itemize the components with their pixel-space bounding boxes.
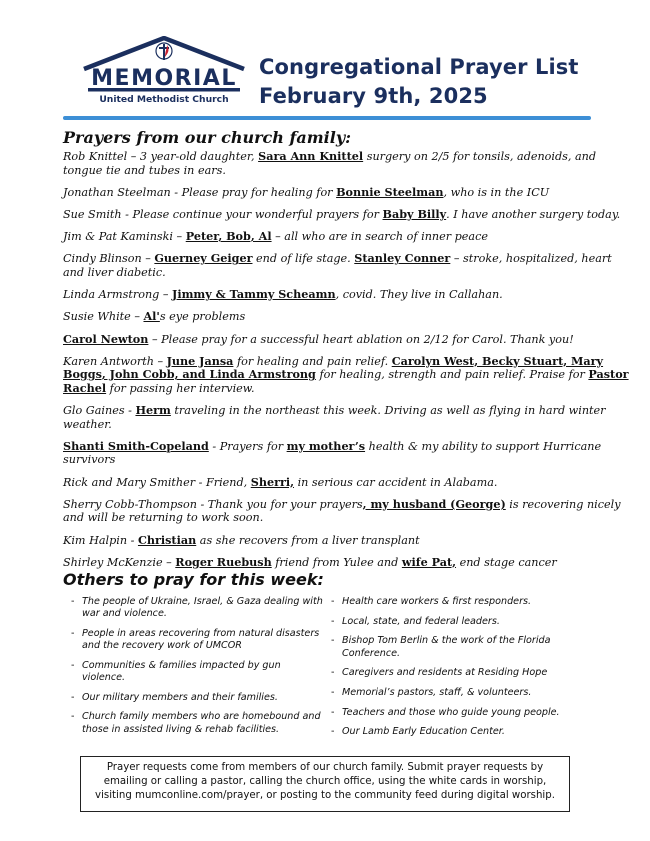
prayer-text: , covid. They live in Callahan. bbox=[335, 288, 503, 302]
others-list-item: - The people of Ukraine, Israel, & Gaza dealing with war and violence. bbox=[70, 596, 326, 620]
prayer-name: Bonnie Steelman bbox=[336, 184, 444, 199]
prayer-text: as she recovers from a liver transplant bbox=[196, 533, 420, 547]
prayer-name: Jimmy & Tammy Scheamn bbox=[172, 287, 336, 302]
others-list-left bbox=[70, 596, 326, 743]
prayer-name: Shanti Smith-Copeland bbox=[63, 438, 209, 453]
prayer-text: end of life stage. bbox=[252, 252, 355, 266]
prayer-text: Sherry Cobb-Thompson - Thank you for your prayers bbox=[63, 497, 363, 511]
prayer-item bbox=[63, 208, 633, 222]
submission-note-text: Prayer requests come from members of our church family. Submit prayer requests by emailing or calling a pastor, calling the church office, using the white cards in worship, visiting mumconline.com/prayer, or posting to the community feed during digital worship. bbox=[95, 762, 555, 801]
prayer-item bbox=[63, 333, 633, 347]
others-list-item: - Local, state, and federal leaders. bbox=[330, 616, 575, 628]
prayer-name: Peter, Bob, Al bbox=[185, 229, 272, 244]
others-list-item: - Teachers and those who guide young people. bbox=[330, 707, 575, 719]
others-list-item: - People in areas recovering from natural disasters and the recovery work of UMCOR bbox=[70, 628, 326, 652]
prayer-text: Jim & Pat Kaminski – bbox=[63, 230, 186, 244]
prayer-item bbox=[63, 534, 633, 548]
prayer-text: s eye problems bbox=[159, 310, 246, 324]
prayer-text: Rob Knittel – 3 year-old daughter, bbox=[63, 150, 259, 163]
prayer-name: , my husband (George) bbox=[362, 496, 506, 511]
prayer-text: Cindy Blinson – bbox=[63, 252, 155, 266]
title-date: February 9th, 2025 bbox=[259, 84, 488, 108]
prayer-text: traveling in the northeast this week. Driving as well as flying in hard winter weather. bbox=[63, 404, 606, 431]
header-divider bbox=[63, 116, 591, 120]
prayer-item bbox=[63, 186, 633, 200]
church-family-list bbox=[63, 150, 633, 578]
title-line-1: Congregational Prayer List bbox=[259, 55, 579, 79]
prayer-item bbox=[63, 288, 633, 302]
prayer-name: June Jansa bbox=[166, 353, 234, 368]
church-logo bbox=[82, 36, 246, 112]
prayer-text: for passing her interview. bbox=[106, 381, 255, 395]
prayer-item bbox=[63, 252, 633, 279]
others-list-item: - Our military members and their families. bbox=[70, 692, 326, 704]
others-list-item: - Memorial’s pastors, staff, & volunteers. bbox=[330, 687, 575, 699]
prayer-text: . I have another surgery today. bbox=[446, 207, 621, 221]
prayer-name: Herm bbox=[135, 403, 171, 418]
prayer-text: Karen Antworth – bbox=[63, 354, 167, 368]
prayer-name: Carol Newton bbox=[63, 331, 149, 346]
prayer-name: Carolyn West, Becky Stuart, Mary Boggs, John Cobb, and Linda Armstrong bbox=[63, 353, 604, 382]
prayer-item bbox=[63, 404, 633, 431]
prayer-item bbox=[63, 150, 633, 177]
prayer-text: is recovering nicely and will be returning to work soon. bbox=[63, 497, 621, 525]
logo-subtitle: United Methodist Church bbox=[99, 94, 229, 105]
prayer-text: Glo Gaines - bbox=[63, 404, 136, 418]
others-list-item: - Church family members who are homebound and those in assisted living & rehab facilities. bbox=[70, 711, 326, 735]
prayer-item bbox=[63, 476, 633, 490]
others-list-item: - Health care workers & first responders. bbox=[330, 596, 575, 608]
prayer-text: surgery on 2/5 for tonsils, adenoids, and tongue tie and tubes in ears. bbox=[63, 150, 597, 177]
prayer-item bbox=[63, 230, 633, 244]
prayer-text: Kim Halpin - bbox=[63, 533, 138, 547]
prayer-name: Christian bbox=[137, 532, 197, 547]
prayer-name: Stanley Conner bbox=[354, 251, 451, 266]
prayer-name: Roger Ruebush bbox=[175, 554, 272, 569]
prayer-item bbox=[63, 556, 633, 570]
prayer-item bbox=[63, 440, 633, 467]
others-list-item: - Bishop Tom Berlin & the work of the Florida Conference. bbox=[330, 635, 575, 659]
prayer-text: - Prayers for bbox=[208, 439, 287, 453]
prayer-text: end stage cancer bbox=[456, 555, 557, 569]
others-list-item: - Communities & families impacted by gun violence. bbox=[70, 660, 326, 684]
prayer-text: , who is in the ICU bbox=[443, 185, 550, 199]
prayer-text: – Please pray for a successful heart ablation on 2/12 for Carol. Thank you! bbox=[148, 332, 574, 346]
prayer-text: Shirley McKenzie – bbox=[63, 555, 176, 569]
prayer-name: Sara Ann Knittel bbox=[258, 149, 364, 163]
page-title bbox=[259, 53, 579, 111]
prayer-text: Susie White – bbox=[63, 310, 144, 324]
others-list-item: - Caregivers and residents at Residing Hope bbox=[330, 667, 575, 679]
prayer-text: health & my ability to support Hurricane survivors bbox=[63, 439, 602, 467]
prayer-text: Rick and Mary Smither - Friend, bbox=[63, 475, 251, 489]
prayer-text: friend from Yulee and bbox=[271, 555, 402, 569]
prayer-item bbox=[63, 498, 633, 525]
prayer-name: Baby Billy bbox=[382, 206, 447, 221]
others-list-item: - Our Lamb Early Education Center. bbox=[330, 726, 575, 738]
others-heading: Others to pray for this week: bbox=[63, 570, 324, 589]
prayer-item bbox=[63, 310, 633, 324]
prayer-text: – stroke, hospitalized, heart and liver diabetic. bbox=[63, 252, 612, 279]
prayer-name: Sherri, bbox=[250, 474, 295, 489]
others-list-right bbox=[330, 596, 575, 746]
church-family-heading: Prayers from our church family: bbox=[63, 128, 352, 147]
prayer-text: Linda Armstrong – bbox=[63, 288, 173, 302]
prayer-text: Jonathan Steelman - Please pray for healing for bbox=[63, 185, 337, 199]
prayer-text: for healing and pain relief. bbox=[233, 354, 392, 368]
prayer-name: Al' bbox=[143, 309, 160, 324]
prayer-text: for healing, strength and pain relief. Praise for bbox=[315, 368, 589, 382]
prayer-name: Pastor Rachel bbox=[63, 367, 629, 395]
prayer-text: in serious car accident in Alabama. bbox=[294, 475, 498, 489]
submission-note bbox=[80, 756, 570, 812]
logo-name: MEMORIAL bbox=[91, 66, 237, 91]
prayer-text: – all who are in search of inner peace bbox=[271, 230, 488, 244]
prayer-text: Sue Smith - Please continue your wonderful prayers for bbox=[63, 207, 383, 221]
prayer-item bbox=[63, 355, 633, 396]
prayer-name: Guerney Geiger bbox=[154, 251, 253, 266]
prayer-name: wife Pat, bbox=[401, 554, 457, 569]
prayer-name: my mother’s bbox=[286, 438, 366, 453]
